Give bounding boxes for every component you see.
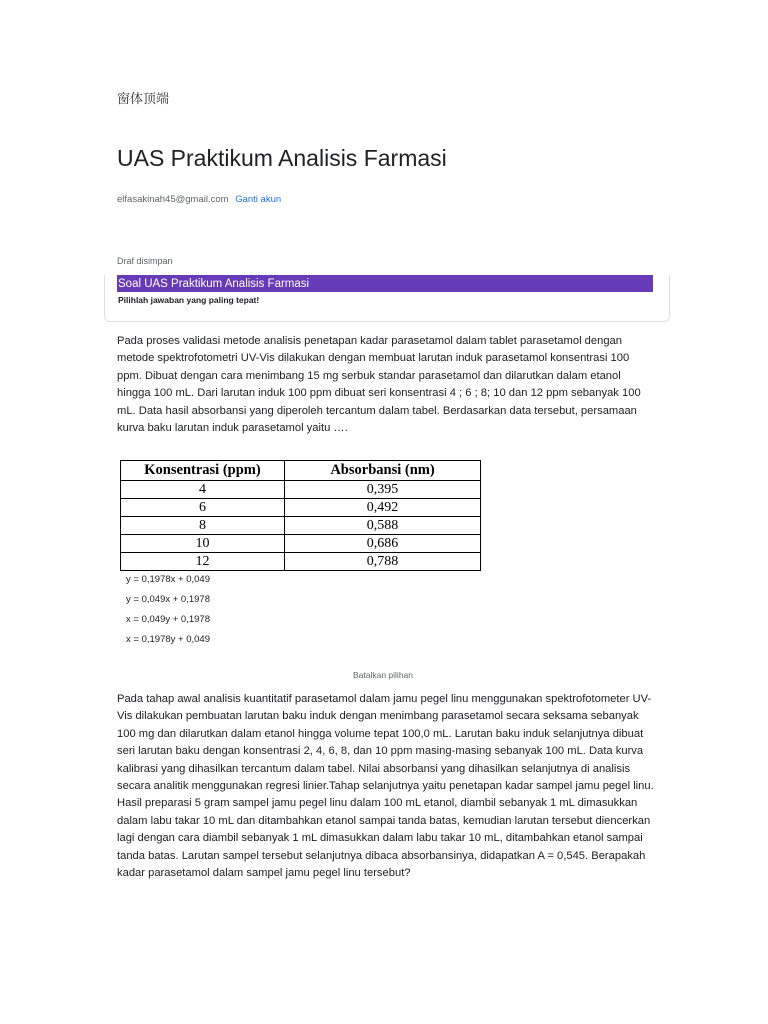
table-row — [121, 517, 481, 535]
table-cell-concentration: 8 — [121, 517, 285, 535]
table-header-absorbance: Absorbansi (nm) — [285, 461, 481, 481]
data-table — [120, 460, 481, 571]
clear-choice-wrapper — [0, 670, 768, 680]
switch-account-link[interactable]: Ganti akun — [235, 194, 282, 205]
table-cell-concentration: 4 — [121, 481, 285, 499]
table-cell-absorbance: 0,686 — [285, 535, 481, 553]
answer-option-3[interactable]: x = 0,049y + 0,1978 — [126, 614, 210, 625]
answer-option-1[interactable]: y = 0,1978x + 0,049 — [126, 574, 210, 585]
section-description: Pilihlah jawaban yang paling tepat! — [118, 295, 260, 305]
top-label: 窗体顶端 — [117, 92, 170, 107]
table-cell-concentration: 12 — [121, 553, 285, 571]
table-cell-concentration: 6 — [121, 499, 285, 517]
table-cell-concentration: 10 — [121, 535, 285, 553]
table-row — [121, 481, 481, 499]
table-row — [121, 553, 481, 571]
table-header-concentration: Konsentrasi (ppm) — [121, 461, 285, 481]
question-1-text: Pada proses validasi metode analisis penetapan kadar parasetamol dalam tablet parasetamol dengan metode spektrofotometri UV-Vis dilakukan dengan membuat larutan induk parasetamol konsentrasi 100 ppm. Dibuat dengan cara menimbang 15 mg serbuk standar parasetamol dan dilarutkan dalam etanol hingga 100 mL. Dari larutan induk 100 ppm dibuat seri konsentrasi 4 ; 6 ; 8; 10 dan 12 ppm sebanyak 100 mL. Data hasil absorbansi yang diperoleh tercantum dalam tabel. Berdasarkan data tersebut, persamaan kurva baku larutan induk parasetamol yaitu …. — [117, 335, 641, 435]
question-2-text: Pada tahap awal analisis kuantitatif parasetamol dalam jamu pegel linu menggunakan spektrofotometer UV-Vis dilakukan pembuatan larutan baku induk dengan menimbang parasetamol secara seksama sebanyak 100 mg dan dilarutkan dalam etanol hingga volume tepat 100,0 mL. Larutan baku induk selanjutnya dibuat seri larutan baku dengan konsentrasi 2, 4, 6, 8, dan 10 ppm masing-masing sebanyak 100 mL. Data kurva kalibrasi yang dihasilkan tercantum dalam tabel. Nilai absorbansi yang dihasilkan selanjutnya di analisis secara analitik menggunakan regresi linier.Tahap selanjutnya yaitu penetapan kadar sampel jamu pegel linu. Hasil preparasi 5 gram sampel jamu pegel linu dalam 100 mL etanol, diambil sebanyak 1 mL dimasukkan dalam labu takar 10 mL dan ditambahkan etanol sampai tanda batas, kemudian larutan tersebut diencerkan lagi dengan cara diambil sebanyak 1 mL dimasukkan dalam labu takar 10 mL, ditambahkan etanol sampai tanda batas. Larutan sampel tersebut selanjutnya dibaca absorbansinya, didapatkan A = 0,545. Berapakah kadar parasetamol dalam sampel jamu pegel linu tersebut? — [117, 693, 654, 880]
table-cell-absorbance: 0,788 — [285, 553, 481, 571]
table-row — [121, 499, 481, 517]
section-title: Soal UAS Praktikum Analisis Farmasi — [117, 275, 653, 292]
account-row — [117, 194, 281, 205]
answer-option-2[interactable]: y = 0,049x + 0,1978 — [126, 594, 210, 605]
section-header-card — [104, 275, 670, 322]
table-header-row — [121, 461, 481, 481]
table-cell-absorbance: 0,588 — [285, 517, 481, 535]
account-email: elfasakinah45@gmail.com — [117, 194, 229, 205]
answer-option-4[interactable]: x = 0,1978y + 0,049 — [126, 634, 210, 645]
table-cell-absorbance: 0,395 — [285, 481, 481, 499]
clear-choice-button[interactable]: Batalkan pilihan — [352, 670, 413, 680]
form-title: UAS Praktikum Analisis Farmasi — [117, 145, 447, 171]
draft-status: Draf disimpan — [117, 256, 173, 266]
table-cell-absorbance: 0,492 — [285, 499, 481, 517]
table-row — [121, 535, 481, 553]
